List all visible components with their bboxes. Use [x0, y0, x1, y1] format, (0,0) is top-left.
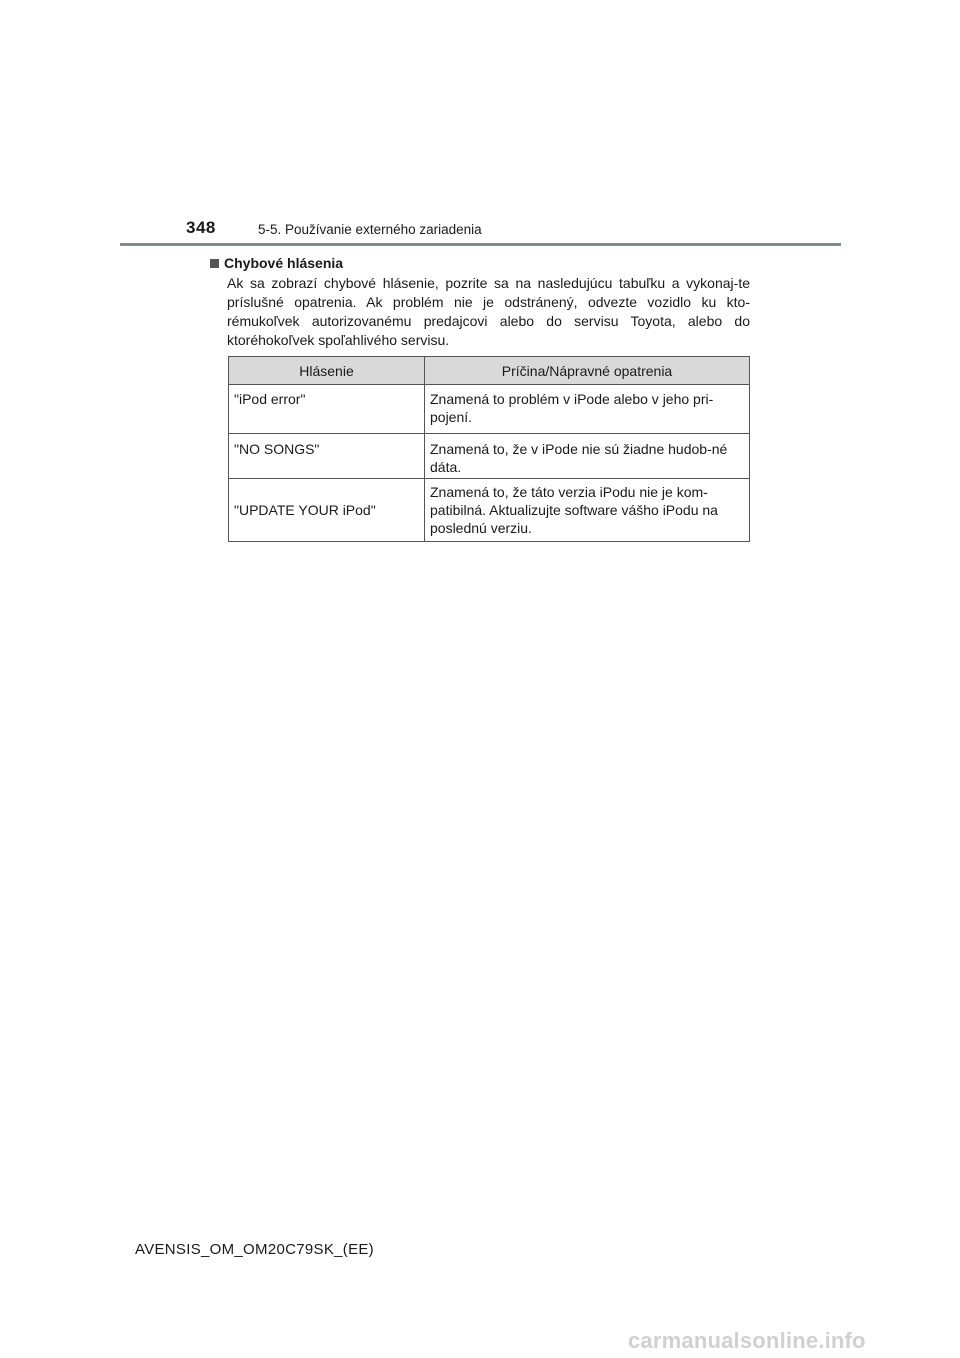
error-message-cell: "iPod error" [229, 385, 425, 434]
column-header-remedy: Príčina/Nápravné opatrenia [425, 357, 750, 385]
table-row [229, 385, 750, 434]
table-row [229, 434, 750, 479]
section-title: 5-5. Používanie externého zariadenia [258, 222, 482, 237]
error-messages-table [228, 356, 750, 542]
watermark: carmanualsonline.info [628, 1328, 866, 1353]
remedy-cell: Znamená to, že táto verzia iPodu nie je kom-patibilná. Aktualizujte software vášho iPodu na poslednú verziu. [425, 479, 750, 542]
section-body: Ak sa zobrazí chybové hlásenie, pozrite sa na nasledujúcu tabuľku a vykonaj-te príslušné opatrenia. Ak problém nie je odstránený, odvezte vozidlo ku kto-rémukoľvek autorizovanému predajcovi alebo do servisu Toyota, alebo do ktoréhokoľvek spoľahlivého servisu. [227, 275, 750, 348]
error-message-cell: "UPDATE YOUR iPod" [229, 479, 425, 542]
column-header-message: Hlásenie [229, 357, 425, 385]
section-heading-text: Chybové hlásenia [224, 255, 344, 271]
square-bullet-icon [210, 259, 219, 268]
remedy-cell: Znamená to problém v iPode alebo v jeho pri-pojení. [425, 385, 750, 434]
header-divider [120, 243, 841, 246]
remedy-cell: Znamená to, že v iPode nie sú žiadne hudob-né dáta. [425, 434, 750, 479]
error-message-cell: "NO SONGS" [229, 434, 425, 479]
section-heading [210, 255, 343, 271]
table-header-row [229, 357, 750, 385]
table-row [229, 479, 750, 542]
document-code: AVENSIS_OM_OM20C79SK_(EE) [135, 1241, 374, 1258]
page-number: 348 [186, 218, 216, 237]
